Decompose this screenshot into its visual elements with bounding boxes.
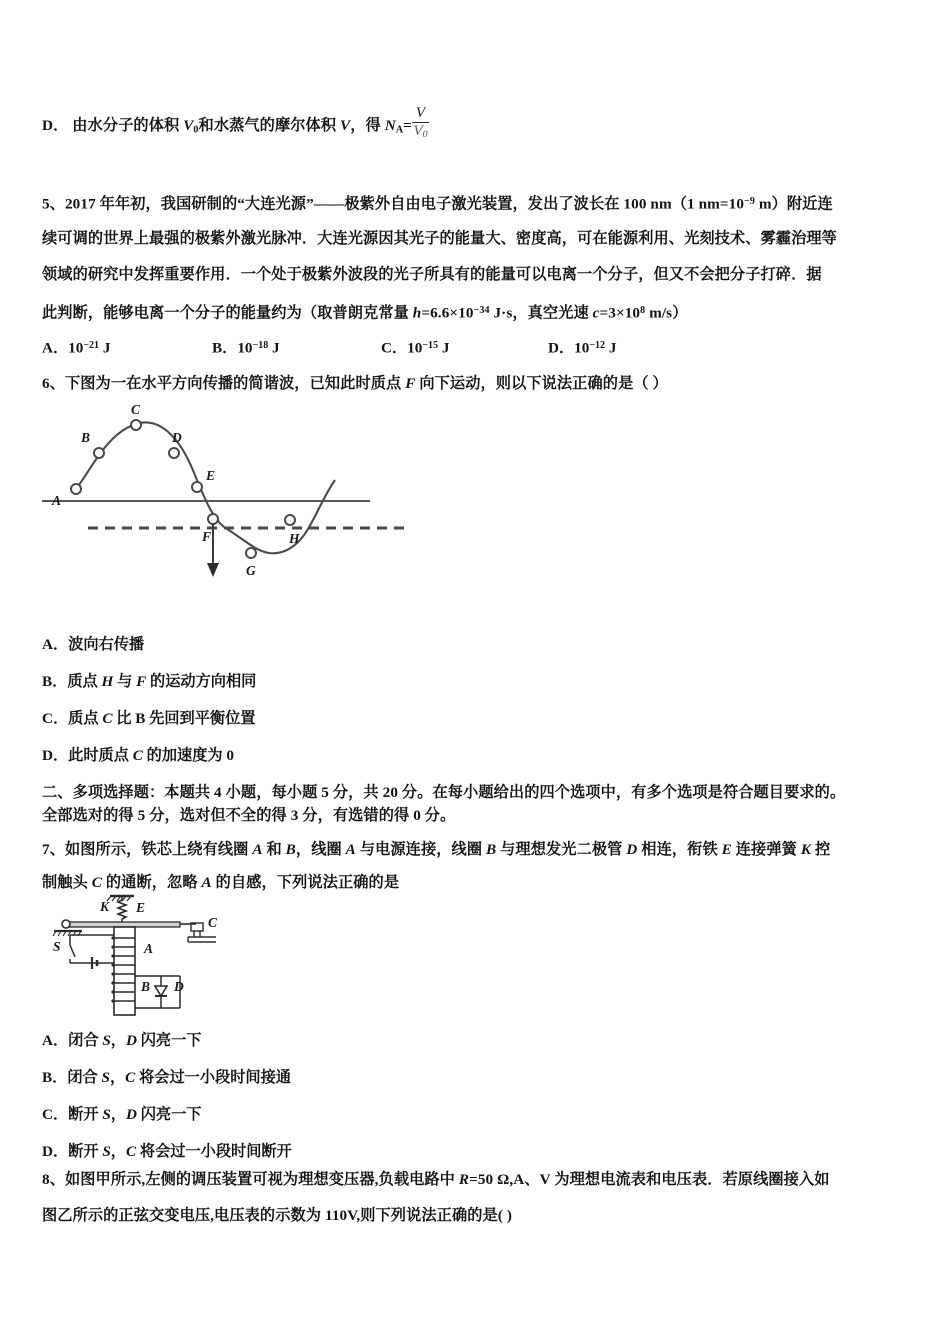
question-5-line-1	[42, 185, 922, 222]
option-text: 波向右传播	[68, 636, 145, 653]
wave-point-C-label: C	[131, 402, 141, 417]
question-6-number: 6、	[42, 375, 65, 392]
option-unit: J	[605, 339, 617, 357]
option-post: 闪亮一下	[136, 1106, 202, 1123]
wave-diagram-svg	[40, 398, 410, 588]
option-unit: J	[99, 339, 111, 357]
question-5-number: 5、	[42, 195, 65, 213]
option-marker: D．	[42, 1143, 69, 1160]
option-text-before: 由水分子的体积	[72, 117, 184, 135]
option-marker: C．	[42, 710, 69, 727]
q7-l2-a: 制触头	[42, 874, 92, 891]
option-symbol-2: D	[125, 1106, 137, 1123]
option-mid: 与	[113, 673, 137, 690]
wave-point-B-marker	[94, 448, 104, 458]
circuit-label-A: A	[144, 941, 154, 956]
symbol-v: V	[340, 117, 351, 135]
q5-l4-d: =3×10	[599, 304, 641, 322]
option-exponent: −21	[83, 340, 100, 351]
question-8-line-2: 图乙所示的正弦交变电压,电压表的示数为 110V,则下列说法正确的是( )	[42, 1207, 513, 1224]
iron-core	[114, 927, 135, 1015]
q7-l2-b: 的通断，忽略	[102, 874, 202, 891]
question-5-text-1-tail: m）附近连	[754, 195, 833, 213]
wave-point-A-marker	[71, 484, 81, 494]
question-6-option-a[interactable]	[42, 630, 144, 660]
option-pre: 质点	[68, 710, 103, 727]
symbol-contact-c: C	[91, 874, 102, 891]
option-pre: 此时质点	[68, 747, 133, 764]
spring-k	[118, 896, 126, 924]
option-exponent: −15	[422, 340, 439, 351]
option-marker: A．	[42, 339, 69, 357]
q8-l1-a: 如图甲所示,左侧的调压装置可视为理想变压器,负载电路中	[64, 1171, 459, 1188]
fraction-v-over-v0	[412, 106, 429, 140]
q7-l1-d: 与电源连接，线圈	[355, 841, 486, 858]
option-symbol-1: S	[102, 1143, 111, 1160]
wave-point-E-label: E	[206, 468, 216, 483]
question-7-option-a[interactable]	[42, 1026, 201, 1056]
q7-l1-g: 连接弹簧	[731, 841, 801, 858]
option-base: 10	[407, 339, 423, 357]
option-base: 10	[574, 339, 590, 357]
option-mid: 的加速度为 0	[142, 747, 234, 764]
symbol-resistance-r: R	[458, 1171, 470, 1188]
wave-point-C-marker	[131, 420, 141, 430]
option-symbol-2: F	[136, 673, 147, 690]
option-symbol-2: C	[125, 1069, 136, 1086]
option-symbol-1: C	[132, 747, 143, 764]
option-base: 10	[237, 339, 253, 357]
wave-point-H-marker	[285, 515, 295, 525]
option-unit: J	[438, 339, 450, 357]
wave-point-E-marker	[192, 482, 202, 492]
symbol-coil-b: B	[285, 841, 296, 858]
option-mid: ，	[110, 1143, 126, 1160]
question-5-sup-1: −9	[744, 196, 755, 207]
fraction-denominator: $V_0$	[413, 123, 428, 141]
option-pre: 断开	[68, 1143, 103, 1160]
option-marker: D．	[42, 747, 69, 764]
question-5-line-2: 续可调的世界上最强的极紫外激光脉冲．大连光源因其光子的能量大、密度高，可在能源利用、光刻技术、雾霾治理等	[42, 230, 837, 247]
option-symbol-1: S	[102, 1032, 111, 1049]
question-5-option-c[interactable]	[381, 331, 449, 364]
question-6-option-b[interactable]	[42, 667, 256, 697]
relay-circuit-svg	[48, 893, 258, 1021]
lever-pivot	[62, 920, 70, 928]
circuit-label-B: B	[141, 979, 151, 994]
wave-arrow-head	[207, 563, 219, 577]
symbol-c: c	[592, 304, 600, 322]
question-8-line-1	[42, 1163, 932, 1197]
relay-circuit-diagram	[48, 893, 258, 1021]
q6-stem-a: 下图为一在水平方向传播的简谐波，已知此时质点	[64, 375, 406, 392]
option-marker: B．	[42, 1069, 68, 1086]
wave-point-G-label: G	[246, 563, 256, 578]
symbol-h: h	[412, 304, 422, 322]
q5-l4-d-sup: 8	[640, 305, 646, 316]
q7-l1-b: 和	[262, 841, 286, 858]
q7-l2-c: 的自感，下列说法正确的是	[211, 874, 400, 891]
option-symbol-1: S	[101, 1069, 110, 1086]
q7-l1-e: 与理想发光二极管	[496, 841, 627, 858]
question-5-option-d[interactable]	[548, 331, 616, 364]
symbol-coil-b-2: B	[486, 841, 497, 858]
option-text-mid: 和水蒸气的摩尔体积	[198, 117, 341, 135]
wave-point-H-label: H	[289, 531, 300, 546]
wave-point-A-label: A	[52, 493, 62, 508]
option-marker: B．	[42, 673, 68, 690]
circuit-label-E: E	[136, 900, 146, 915]
switch-s-blade	[70, 945, 75, 957]
circuit-label-D: D	[174, 979, 184, 994]
question-7-option-b[interactable]	[42, 1063, 291, 1093]
q7-l1-a: 如图所示，铁芯上绕有线圈	[64, 841, 253, 858]
symbol-v0: V	[183, 117, 194, 135]
question-7-line-1	[42, 833, 932, 867]
wave-point-B-label: B	[81, 430, 91, 445]
q7-l1-c: ，线圈	[295, 841, 346, 858]
section-2-instructions-line-1: 二、多项选择题：本题共 4 小题，每小题 5 分，共 20 分。在每小题给出的四个选项中，有多个选项是符合题目要求的。	[42, 784, 846, 801]
option-post: 将会过一小段时间接通	[135, 1069, 291, 1086]
wave-diagram	[40, 398, 410, 588]
option-marker: D．	[42, 117, 69, 135]
option-exponent: −18	[252, 340, 269, 351]
section-2-instructions-line-2: 全部选对的得 5 分，选对但不全的得 3 分，有选错的得 0 分。	[42, 807, 456, 824]
option-symbol-2: D	[125, 1032, 137, 1049]
q5-l4-b-sup: −34	[473, 305, 490, 316]
q7-l1-f: 相连，衔铁	[637, 841, 722, 858]
option-marker: A．	[42, 636, 69, 653]
option-mid: ，	[110, 1032, 126, 1049]
wave-point-F-label: F	[202, 529, 212, 544]
option-pre: 闭合	[68, 1032, 103, 1049]
symbol-coil-a: A	[252, 841, 263, 858]
question-5-text-1: 2017 年年初，我国研制的“大连光源”——极紫外自由电子激光装置，发出了波长在 100 nm（1 nm=10	[64, 195, 745, 213]
question-6-option-c[interactable]	[42, 704, 256, 734]
option-symbol-2: C	[125, 1143, 137, 1160]
q5-l4-b: =6.6×10	[421, 304, 474, 322]
prev-question-option-d	[42, 105, 562, 147]
symbol-na: N	[384, 117, 396, 135]
symbol-v0-sub: 0	[193, 124, 199, 136]
question-5-option-b[interactable]	[212, 331, 280, 364]
symbol-spring-k: K	[800, 841, 812, 858]
wave-point-D-label: D	[172, 430, 182, 445]
option-symbol-1: C	[102, 710, 113, 727]
circuit-label-S: S	[53, 939, 61, 954]
option-marker: A．	[42, 1032, 69, 1049]
question-5-option-a[interactable]	[42, 331, 110, 364]
wave-point-F-marker	[208, 514, 218, 524]
diode-triangle	[155, 986, 167, 996]
option-base: 10	[68, 339, 84, 357]
symbol-coil-a-3: A	[201, 874, 212, 891]
q5-l4-a: 此判断，能够电离一个分子的能量约为（取普朗克常量	[42, 304, 413, 322]
symbol-f: F	[405, 375, 416, 392]
q6-stem-b: 向下运动，则以下说法正确的是（ ）	[415, 375, 668, 392]
option-pre: 断开	[68, 1106, 103, 1123]
equals-sign: =	[403, 117, 412, 135]
q5-l4-c: J·s，真空光速	[489, 304, 593, 322]
option-post: 的运动方向相同	[146, 673, 257, 690]
option-exponent: −12	[589, 340, 606, 351]
option-text-after: ，得	[350, 117, 385, 135]
question-7-option-c[interactable]	[42, 1100, 201, 1130]
option-mid: ，	[110, 1106, 126, 1123]
option-marker: D．	[548, 339, 575, 357]
symbol-na-sub: A	[395, 124, 404, 136]
question-8-number: 8、	[42, 1171, 65, 1188]
option-post: 将会过一小段时间断开	[136, 1143, 292, 1160]
question-7-number: 7、	[42, 841, 65, 858]
option-post: 闪亮一下	[136, 1032, 202, 1049]
circuit-label-K: K	[100, 899, 110, 914]
option-pre: 质点	[67, 673, 102, 690]
option-mid: ，	[109, 1069, 126, 1086]
wave-point-D-marker	[169, 448, 179, 458]
question-6-option-d[interactable]	[42, 741, 234, 771]
q7-l1-h: 控	[811, 841, 831, 858]
q8-l1-b: =50 Ω,A、V 为理想电流表和电压表．若原线圈接入如	[469, 1171, 830, 1188]
option-marker: B．	[212, 339, 238, 357]
question-5-line-4	[42, 294, 922, 331]
option-symbol-1: H	[101, 673, 114, 690]
option-mid: 比 B 先回到平衡位置	[112, 710, 256, 727]
option-marker: C．	[42, 1106, 69, 1123]
wave-point-G-marker	[246, 548, 256, 558]
circuit-label-C: C	[208, 915, 218, 930]
q5-l4-e: m/s）	[645, 304, 688, 322]
question-5-line-3: 领域的研究中发挥重要作用．一个处于极紫外波段的光子所具有的能量可以电离一个分子，但又不会把分子打碎．据	[42, 266, 822, 283]
option-unit: J	[268, 339, 280, 357]
question-6-stem	[42, 367, 922, 401]
symbol-coil-a-2: A	[345, 841, 356, 858]
fraction-numerator: V	[412, 106, 429, 123]
option-pre: 闭合	[67, 1069, 102, 1086]
option-marker: C．	[381, 339, 408, 357]
option-symbol-1: S	[102, 1106, 111, 1123]
symbol-armature-e: E	[721, 841, 732, 858]
symbol-diode-d: D	[626, 841, 638, 858]
